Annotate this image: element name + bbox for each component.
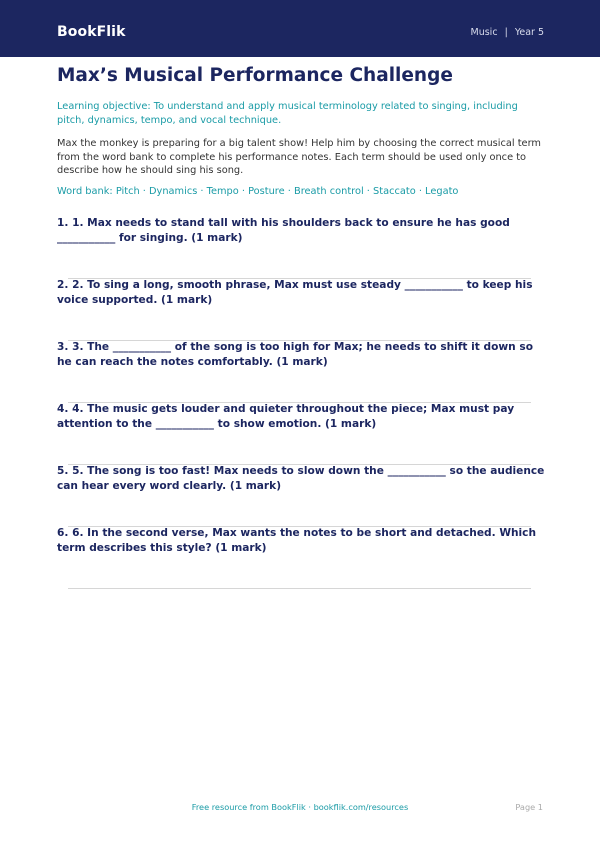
footer-credit: Free resource from BookFlik · bookflik.com/resources: [191, 802, 409, 812]
page-number: Page 1: [515, 802, 543, 812]
page-title: Max’s Musical Performance Challenge: [57, 65, 453, 86]
question-1: 1. 1. Max needs to stand tall with his shoulders back to ensure he has good ___________ for singing. (1 mark): [57, 217, 510, 244]
header-bar: [0, 0, 600, 57]
question-2: 2. 2. To sing a long, smooth phrase, Max must use steady ___________ to keep his voice supported. (1 mark): [57, 279, 533, 306]
brand-logo-text: BookFlik: [57, 24, 126, 40]
subject-label: Music: [470, 27, 498, 38]
header-separator: |: [504, 27, 508, 38]
question-6: 6. 6. In the second verse, Max wants the notes to be short and detached. Which term describes this style? (1 mark): [57, 527, 536, 554]
question-3: 3. 3. The ___________ of the song is too high for Max; he needs to shift it down so he can reach the notes comfortably. (1 mark): [57, 341, 533, 368]
question-4: 4. 4. The music gets louder and quieter throughout the piece; Max must pay attention to the ___________ to show emotion. (1 mark): [57, 403, 515, 430]
word-bank: Word bank: Pitch · Dynamics · Tempo · Posture · Breath control · Staccato · Legato: [57, 186, 459, 197]
intro-paragraph: Max the monkey is preparing for a big talent show! Help him by choosing the correct musical term from the word bank to complete his performance notes. Each term should be used only once to describe how he should sing his song.: [57, 138, 541, 177]
answer-line-6[interactable]: [68, 588, 531, 589]
question-5: 5. 5. The song is too fast! Max needs to slow down the ___________ so the audience can hear every word clearly. (1 mark): [57, 465, 545, 492]
year-label: Year 5: [514, 27, 544, 38]
learning-objective: Learning objective: To understand and apply musical terminology related to singing, including pitch, dynamics, tempo, and vocal technique.: [57, 101, 518, 126]
subject-year-label: [471, 27, 544, 38]
